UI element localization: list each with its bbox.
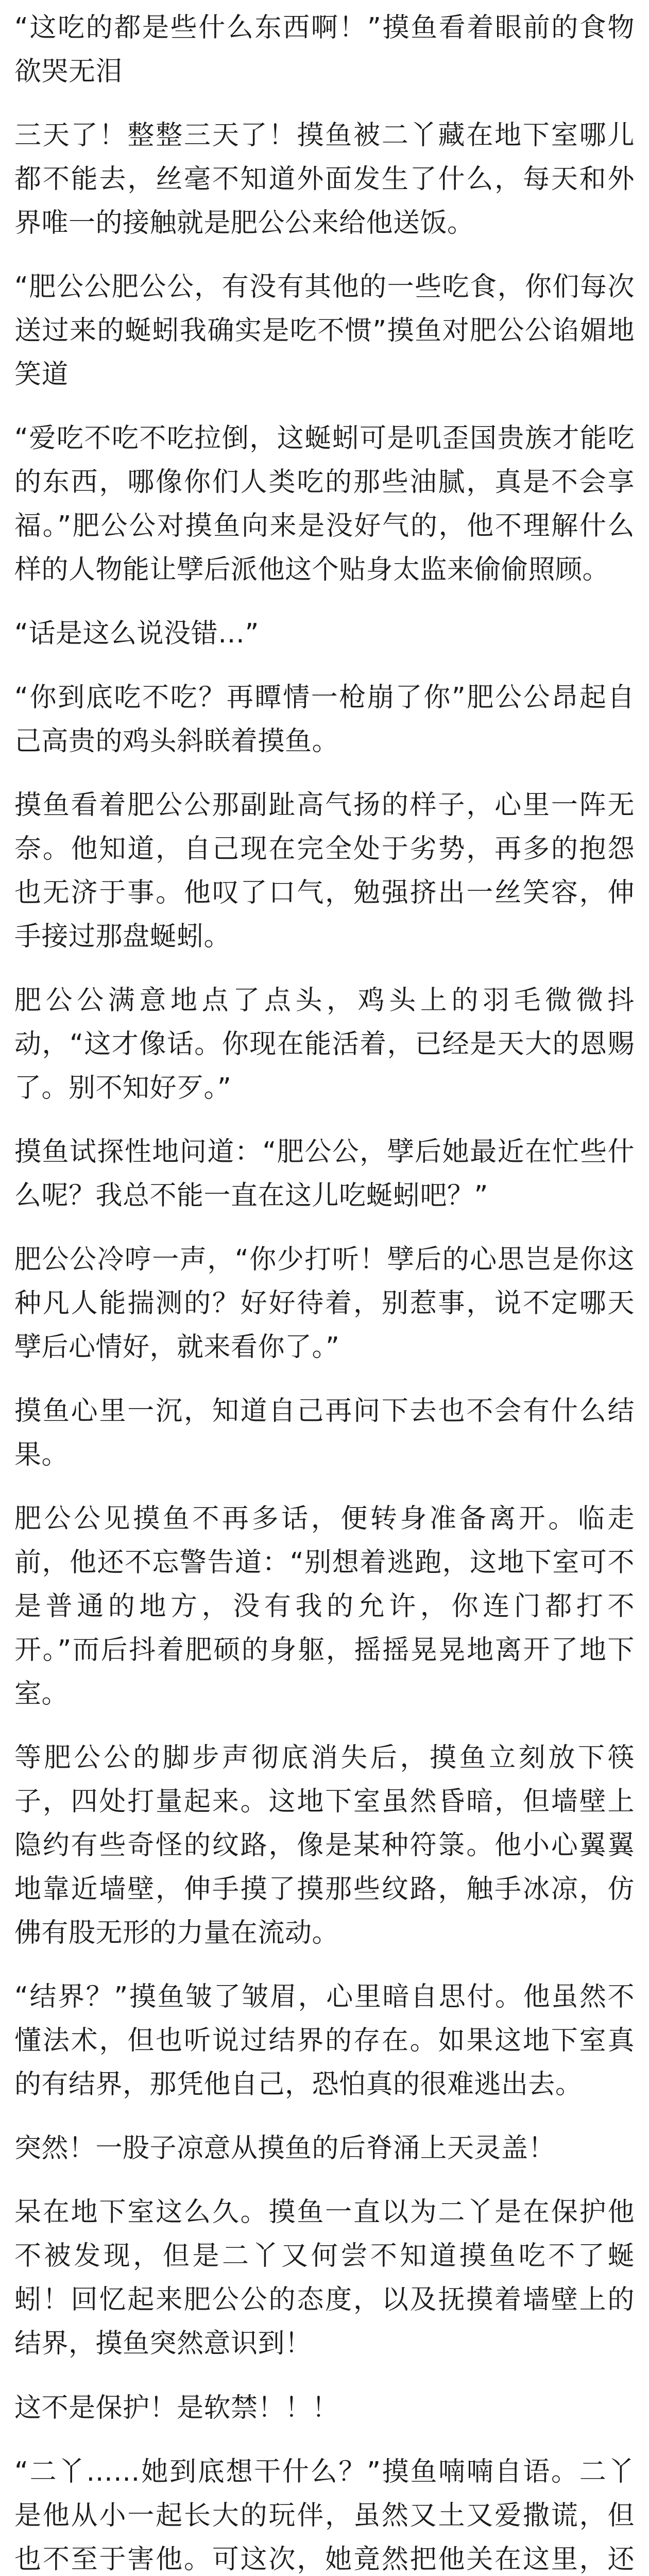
paragraph: “这吃的都是些什么东西啊！”摸鱼看着眼前的食物欲哭无泪 <box>14 12 635 87</box>
paragraph: 摸鱼看着肥公公那副趾高气扬的样子，心里一阵无奈。他知道，自己现在完全处于劣势，再多的抱怨也无济于事。他叹了口气，勉强挤出一丝笑容，伸手接过那盘蜒蚓。 <box>14 790 635 953</box>
paragraph: “结界？”摸鱼皱了皱眉，心里暗自思付。他虽然不懂法术，但也听说过结界的存在。如果这地下室真的有结界，那凭他自己，恐怕真的很难逃出去。 <box>14 1981 635 2100</box>
paragraph: 等肥公公的脚步声彻底消失后，摸鱼立刻放下筷子，四处打量起来。这地下室虽然昏暗，但墙壁上隐约有些奇怪的纹路，像是某种符箓。他小心翼翼地靠近墙壁，伸手摸了摸那些纹路，触手冰凉，仿佛有股无形的力量在流动。 <box>14 1742 635 1949</box>
article-body <box>14 0 635 2576</box>
paragraph: 摸鱼心里一沉，知道自己再问下去也不会有什么结果。 <box>14 1396 635 1471</box>
paragraph: “话是这么说没错…” <box>14 618 259 650</box>
paragraph: 肥公公见摸鱼不再多话，便转身准备离开。临走前，他还不忘警告道：“别想着逃跑，这地下室可不是普通的地方，没有我的允许，你连门都打不开。”而后抖着肥硕的身躯，摇摇晃晃地离开了地下室。 <box>14 1503 635 1710</box>
paragraph: 摸鱼试探性地问道：“肥公公，孹后她最近在忙些什么呢？我总不能一直在这儿吃蜒蚓吧？” <box>14 1137 635 1212</box>
paragraph: “肥公公肥公公，有没有其他的一些吃食，你们每次送过来的蜒蚓我确实是吃不惯”摸鱼对肥公公谄媚地笑道 <box>14 272 635 391</box>
paragraph: 这不是保护！是软禁！！！ <box>14 2392 339 2424</box>
paragraph: “爱吃不吃不吃拉倒，这蜒蚓可是叽歪国贵族才能吃的东西，哪像你们人类吃的那些油腻，真是不会享福。”肥公公对摸鱼向来是没好气的，他不理解什么样的人物能让孹后派他这个贴身太监来偷偷照顾。 <box>14 423 635 586</box>
paragraph: “你到底吃不吃？再瞫情一枪崩了你”肥公公昂起自己高贵的鸡头斜眹着摸鱼。 <box>14 682 635 757</box>
paragraph: 突然！一股子凉意从摸鱼的后脊涌上天灵盖！ <box>14 2133 556 2164</box>
paragraph: 呆在地下室这么久。摸鱼一直以为二丫是在保护他不被发现，但是二丫又何尝不知道摸鱼吃不了蜒蚓！回忆起来肥公公的态度，以及抚摸着墙壁上的结界，摸鱼突然意识到！ <box>14 2197 635 2360</box>
paragraph: “二丫……她到底想干什么？”摸鱼喃喃自语。二丫是他从小一起长大的玩伴，虽然又土又爱撒谎，但也不至于害他。可这次，她竟然把他关在这里，还 <box>14 2456 635 2575</box>
paragraph: 肥公公冷哼一声，“你少打听！孹后的心思岂是你这种凡人能揣测的？好好待着，别惹事，说不定哪天孹后心情好，就来看你了。” <box>14 1244 635 1363</box>
paragraph: 三天了！整整三天了！摸鱼被二丫藏在地下室哪儿都不能去，丝毫不知道外面发生了什么，每天和外界唯一的接触就是肥公公来给他送饭。 <box>14 120 635 239</box>
paragraph: 肥公公满意地点了点头，鸡头上的羽毛微微抖动，“这才像话。你现在能活着，已经是天大的恩赐了。别不知好歹。” <box>14 985 635 1104</box>
